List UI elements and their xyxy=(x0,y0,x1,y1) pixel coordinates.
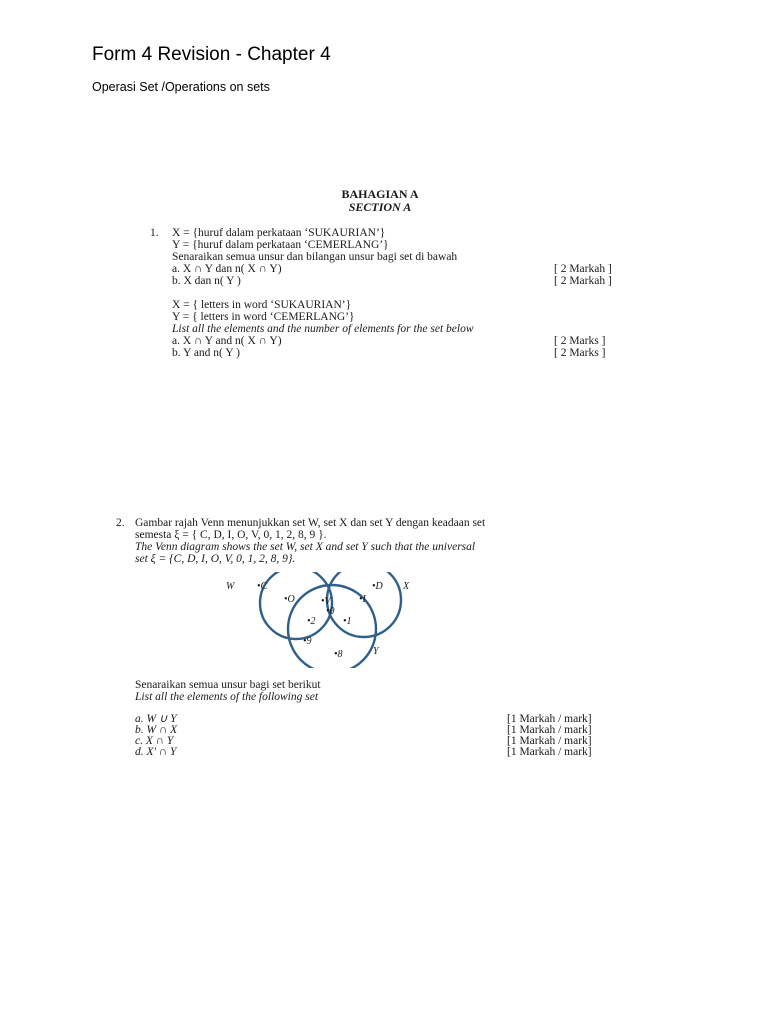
q2-stem-line-4: set ξ = {C, D, I, O, V, 0, 1, 2, 8, 9}. xyxy=(135,553,296,565)
q2-part-a-marks: [1 Markah / mark] xyxy=(507,713,592,725)
q2-stem-line-3: The Venn diagram shows the set W, set X and set Y such that the universal xyxy=(135,541,476,553)
q1-part-b-ms-marks: [ 2 Markah ] xyxy=(554,275,612,287)
q1-set-y-en: Y = { letters in word ‘CEMERLANG’} xyxy=(172,311,355,323)
q1-part-a-en: a. X ∩ Y and n( X ∩ Y) xyxy=(172,335,282,347)
q1-set-x-en: X = { letters in word ‘SUKAURIAN’} xyxy=(172,299,352,311)
q1-set-y-ms: Y = {huruf dalam perkataan ‘CEMERLANG’} xyxy=(172,239,389,251)
venn-label-w: W xyxy=(226,581,235,592)
q1-part-b-en-marks: [ 2 Marks ] xyxy=(554,347,606,359)
q2-part-a: a. W ∪ Y xyxy=(135,713,177,725)
venn-element: •1 xyxy=(343,616,352,627)
q1-part-a-en-marks: [ 2 Marks ] xyxy=(554,335,606,347)
section-heading-en: SECTION A xyxy=(348,200,412,214)
q2-part-b: b. W ∩ X xyxy=(135,724,178,736)
venn-element: •C xyxy=(257,581,268,592)
q2-part-b-marks: [1 Markah / mark] xyxy=(507,724,592,736)
q2-number: 2. xyxy=(116,517,125,529)
q2-stem-line-1: Gambar rajah Venn menunjukkan set W, set X dan set Y dengan keadaan set xyxy=(135,517,486,529)
venn-label-x: X xyxy=(403,581,410,592)
q2-part-d: d. X' ∩ Y xyxy=(135,746,177,758)
q1-part-a-ms: a. X ∩ Y dan n( X ∩ Y) xyxy=(172,263,282,275)
q1-part-a-ms-marks: [ 2 Markah ] xyxy=(554,263,612,275)
q2-part-c-marks: [1 Markah / mark] xyxy=(507,735,592,747)
q2-instruction-en: List all the elements of the following set xyxy=(135,691,319,703)
venn-element: •O xyxy=(284,594,295,605)
venn-element: •V xyxy=(321,596,331,607)
q2-part-d-marks: [1 Markah / mark] xyxy=(507,746,592,758)
q1-part-b-ms: b. X dan n( Y ) xyxy=(172,275,241,287)
q1-instruction-ms: Senaraikan semua unsur dan bilangan unsur bagi set di bawah xyxy=(172,251,458,263)
q2-stem-line-2: semesta ξ = { C, D, I, O, V, 0, 1, 2, 8, 9 }. xyxy=(135,529,327,541)
venn-element: •D xyxy=(372,581,383,592)
q1-number: 1. xyxy=(150,227,159,239)
venn-diagram xyxy=(218,572,418,668)
q1-part-b-en: b. Y and n( Y ) xyxy=(172,347,240,359)
q2-instruction-ms: Senaraikan semua unsur bagi set berikut xyxy=(135,679,321,691)
venn-element: •8 xyxy=(334,649,343,660)
q1-instruction-en: List all the elements and the number of elements for the set below xyxy=(172,323,474,335)
venn-element: •2 xyxy=(307,616,316,627)
venn-label-y: Y xyxy=(373,646,379,657)
section-heading-ms: BAHAGIAN A xyxy=(341,187,419,201)
venn-element: •9 xyxy=(303,636,312,647)
page-subtitle: Operasi Set /Operations on sets xyxy=(92,80,270,94)
venn-element: •I xyxy=(359,594,366,605)
page-title: Form 4 Revision - Chapter 4 xyxy=(92,44,331,65)
q2-part-c: c. X ∩ Y xyxy=(135,735,174,747)
q1-set-x-ms: X = {huruf dalam perkataan ‘SUKAURIAN’} xyxy=(172,227,386,239)
venn-element: •0 xyxy=(326,606,335,617)
